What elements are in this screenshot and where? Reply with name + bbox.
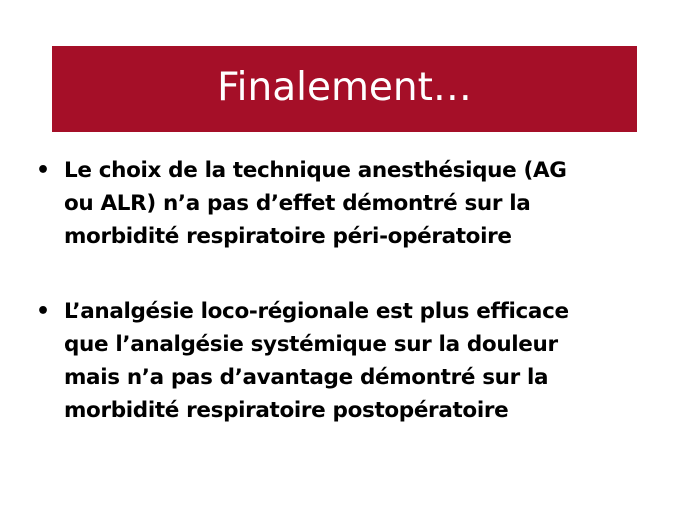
bullet-2-line-1: L’analgésie loco-régionale est plus efficace <box>64 299 569 324</box>
bullet-1-line-3: morbidité respiratoire péri-opératoire <box>64 224 512 249</box>
bullet-text-2 <box>64 295 656 427</box>
bullet-item-2 <box>36 295 656 427</box>
bullet-1-line-1: Le choix de la technique anesthésique (AG <box>64 158 567 183</box>
bullet-2-line-3: mais n’a pas d’avantage démontré sur la <box>64 365 549 390</box>
title-bar <box>52 46 637 132</box>
bullet-text-1 <box>64 154 656 253</box>
bullet-1-line-2: ou ALR) n’a pas d’effet démontré sur la <box>64 191 531 216</box>
bullet-2-line-2: que l’analgésie systémique sur la douleur <box>64 332 558 357</box>
bullet-item-1 <box>36 154 656 253</box>
bullet-dot-icon: • <box>36 158 51 183</box>
slide-title: Finalement… <box>217 64 472 110</box>
bullet-dot-icon: • <box>36 299 51 324</box>
bullet-2-line-4: morbidité respiratoire postopératoire <box>64 398 509 423</box>
